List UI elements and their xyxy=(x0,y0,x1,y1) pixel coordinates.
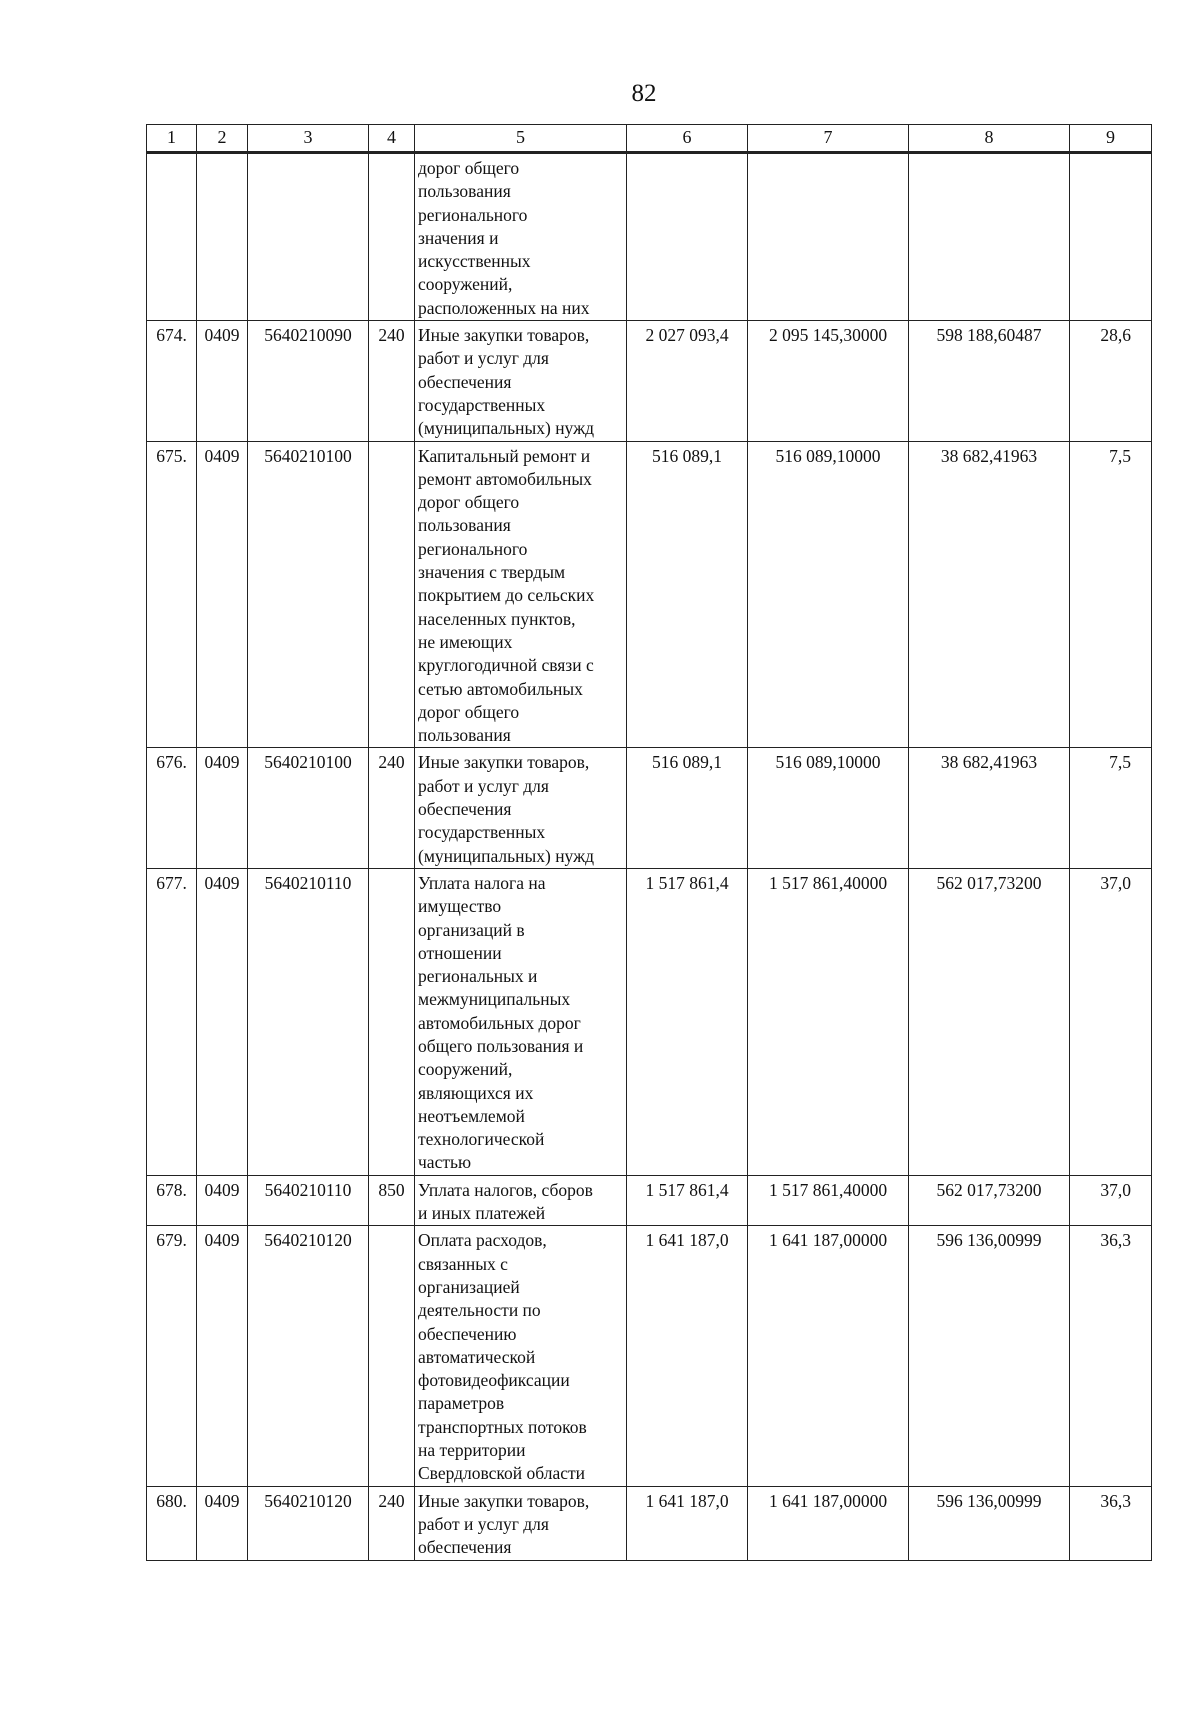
row-number-cell: 677. xyxy=(147,868,197,1175)
section-code-cell: 0409 xyxy=(197,1226,248,1486)
refined-amount-cell: 516 089,10000 xyxy=(748,748,909,868)
column-header: 5 xyxy=(415,125,627,153)
percent-cell: 7,5 xyxy=(1070,441,1152,748)
table-row xyxy=(147,321,1152,441)
refined-amount-cell: 2 095 145,30000 xyxy=(748,321,909,441)
target-article-cell: 5640210120 xyxy=(248,1226,369,1486)
column-header: 4 xyxy=(369,125,415,153)
row-number-cell: 676. xyxy=(147,748,197,868)
description-cell: Иные закупки товаров, работ и услуг для обеспечения государственных (муниципальных) нужд xyxy=(415,321,627,441)
approved-amount-cell: 1 517 861,4 xyxy=(627,1175,748,1226)
description-cell: Оплата расходов, связанных с организацией деятельности по обеспечению автоматической фотовидеофиксации параметров транспортных потоков на территории Свердловской области xyxy=(415,1226,627,1486)
executed-amount-cell: 38 682,41963 xyxy=(909,748,1070,868)
expense-type-cell: 850 xyxy=(369,1175,415,1226)
expense-type-cell: 240 xyxy=(369,321,415,441)
column-number-row xyxy=(147,125,1152,153)
column-header: 7 xyxy=(748,125,909,153)
approved-amount-cell: 516 089,1 xyxy=(627,441,748,748)
description-cell: дорог общего пользования регионального значения и искусственных сооружений, расположенных на них xyxy=(415,153,627,321)
refined-amount-cell xyxy=(748,153,909,321)
table-row xyxy=(147,868,1152,1175)
table-row xyxy=(147,748,1152,868)
target-article-cell: 5640210100 xyxy=(248,748,369,868)
percent-cell: 37,0 xyxy=(1070,1175,1152,1226)
executed-amount-cell: 562 017,73200 xyxy=(909,868,1070,1175)
percent-cell: 28,6 xyxy=(1070,321,1152,441)
row-number-cell xyxy=(147,153,197,321)
approved-amount-cell: 1 641 187,0 xyxy=(627,1486,748,1560)
executed-amount-cell: 598 188,60487 xyxy=(909,321,1070,441)
target-article-cell: 5640210110 xyxy=(248,1175,369,1226)
table-row xyxy=(147,441,1152,748)
approved-amount-cell xyxy=(627,153,748,321)
approved-amount-cell: 2 027 093,4 xyxy=(627,321,748,441)
column-header: 6 xyxy=(627,125,748,153)
column-header: 9 xyxy=(1070,125,1152,153)
percent-cell xyxy=(1070,153,1152,321)
percent-cell: 37,0 xyxy=(1070,868,1152,1175)
section-code-cell: 0409 xyxy=(197,1175,248,1226)
budget-table xyxy=(146,124,1152,1561)
target-article-cell: 5640210100 xyxy=(248,441,369,748)
percent-cell: 7,5 xyxy=(1070,748,1152,868)
section-code-cell: 0409 xyxy=(197,748,248,868)
row-number-cell: 674. xyxy=(147,321,197,441)
expense-type-cell xyxy=(369,153,415,321)
section-code-cell: 0409 xyxy=(197,321,248,441)
expense-type-cell xyxy=(369,868,415,1175)
description-cell: Иные закупки товаров, работ и услуг для обеспечения государственных (муниципальных) нужд xyxy=(415,748,627,868)
expense-type-cell: 240 xyxy=(369,1486,415,1560)
section-code-cell: 0409 xyxy=(197,1486,248,1560)
column-header: 2 xyxy=(197,125,248,153)
refined-amount-cell: 1 641 187,00000 xyxy=(748,1486,909,1560)
column-header: 1 xyxy=(147,125,197,153)
row-number-cell: 680. xyxy=(147,1486,197,1560)
executed-amount-cell: 38 682,41963 xyxy=(909,441,1070,748)
section-code-cell: 0409 xyxy=(197,868,248,1175)
target-article-cell: 5640210090 xyxy=(248,321,369,441)
row-number-cell: 675. xyxy=(147,441,197,748)
executed-amount-cell: 596 136,00999 xyxy=(909,1486,1070,1560)
refined-amount-cell: 1 641 187,00000 xyxy=(748,1226,909,1486)
description-cell: Капитальный ремонт и ремонт автомобильных дорог общего пользования регионального значения с твердым покрытием до сельских населенных пунктов, не имеющих круглогодичной связи с сетью автомобильных дорог общего пользования xyxy=(415,441,627,748)
section-code-cell xyxy=(197,153,248,321)
refined-amount-cell: 1 517 861,40000 xyxy=(748,1175,909,1226)
expense-type-cell xyxy=(369,1226,415,1486)
executed-amount-cell: 562 017,73200 xyxy=(909,1175,1070,1226)
target-article-cell xyxy=(248,153,369,321)
description-cell: Иные закупки товаров, работ и услуг для обеспечения xyxy=(415,1486,627,1560)
section-code-cell: 0409 xyxy=(197,441,248,748)
expense-type-cell: 240 xyxy=(369,748,415,868)
column-header: 3 xyxy=(248,125,369,153)
description-cell: Уплата налогов, сборов и иных платежей xyxy=(415,1175,627,1226)
column-header: 8 xyxy=(909,125,1070,153)
approved-amount-cell: 1 641 187,0 xyxy=(627,1226,748,1486)
table-row xyxy=(147,1486,1152,1560)
percent-cell: 36,3 xyxy=(1070,1226,1152,1486)
page-number: 82 xyxy=(631,80,657,107)
executed-amount-cell xyxy=(909,153,1070,321)
table-row xyxy=(147,153,1152,321)
table-row xyxy=(147,1226,1152,1486)
expense-type-cell xyxy=(369,441,415,748)
table-row xyxy=(147,1175,1152,1226)
percent-cell: 36,3 xyxy=(1070,1486,1152,1560)
approved-amount-cell: 1 517 861,4 xyxy=(627,868,748,1175)
target-article-cell: 5640210120 xyxy=(248,1486,369,1560)
approved-amount-cell: 516 089,1 xyxy=(627,748,748,868)
executed-amount-cell: 596 136,00999 xyxy=(909,1226,1070,1486)
refined-amount-cell: 516 089,10000 xyxy=(748,441,909,748)
row-number-cell: 679. xyxy=(147,1226,197,1486)
description-cell: Уплата налога на имущество организаций в отношении региональных и межмуниципальных автомобильных дорог общего пользования и сооружений, являющихся их неотъемлемой технологической частью xyxy=(415,868,627,1175)
row-number-cell: 678. xyxy=(147,1175,197,1226)
target-article-cell: 5640210110 xyxy=(248,868,369,1175)
refined-amount-cell: 1 517 861,40000 xyxy=(748,868,909,1175)
